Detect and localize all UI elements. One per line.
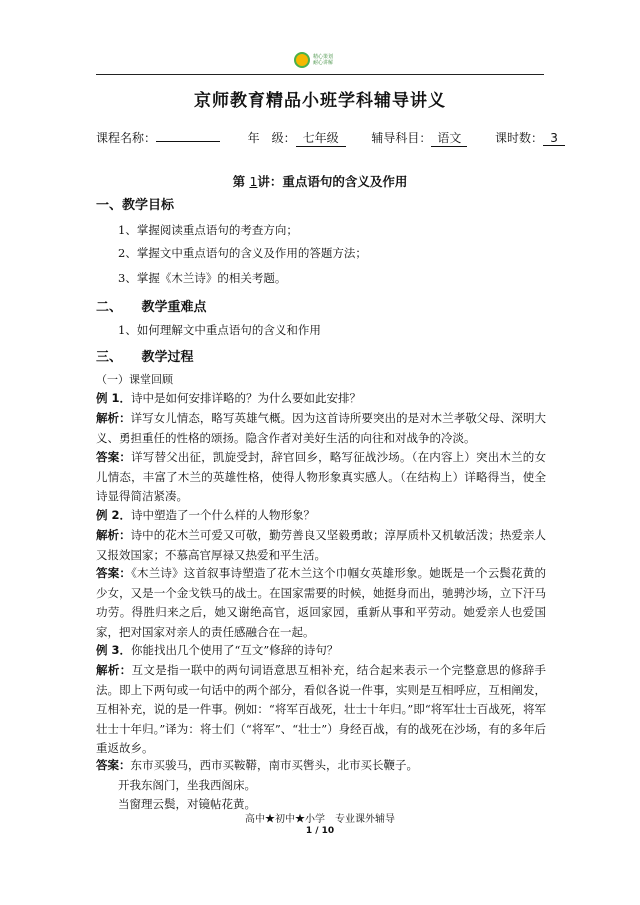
example-1-answer bbox=[96, 448, 546, 507]
grade-value: 七年级 bbox=[296, 129, 346, 147]
example-2-question bbox=[96, 506, 546, 526]
header-divider bbox=[96, 74, 544, 75]
section-heading-goals: 一、教学目标 bbox=[96, 198, 175, 213]
analysis-text: 互文是指一联中的两句词语意思互相补充，结合起来表示一个完整意思的修辞手法。即上下两句或一句话中的两个部分，看似各说一件事，实则是互相呼应，互相阐发，互相补充，说的是一件事。例如：“将军百战死，壮士十年归。”即“将军壮士百战死，将军壮士十年归。”译为：将士们（“将军”、“壮士”）身经百战，有的战死在沙场，有的多年后重返故乡。 bbox=[96, 663, 547, 755]
logo-emblem-icon bbox=[294, 52, 310, 68]
example-3-answer bbox=[96, 756, 546, 776]
example-3-analysis bbox=[96, 661, 546, 759]
hours-value: 3 bbox=[543, 131, 565, 146]
analysis-text: 详写女儿情态，略写英雄气概。因为这首诗所要突出的是对木兰孝敬父母、深明大义、勇担重任的性格的颂扬。隐含作者对美好生活的向往和对战争的冷淡。 bbox=[96, 411, 547, 445]
poem-line: 开我东阁门，坐我西阁床。 bbox=[118, 778, 256, 792]
question-text: 诗中塑造了一个什么样的人物形象？ bbox=[131, 508, 316, 522]
lecture-prefix: 第 bbox=[232, 174, 250, 189]
example-label: 例 3． bbox=[96, 643, 132, 657]
course-value bbox=[156, 141, 220, 142]
hours-label: 课时数： bbox=[495, 131, 544, 145]
section-heading-key-points: 二、 教学重难点 bbox=[96, 300, 207, 315]
answer-text: 详写替父出征，凯旋受封，辞官回乡，略写征战沙场。（在内容上）突出木兰的女儿情态，丰富了木兰的英雄性格，使得人物形象真实感人。（在结构上）详略得当，使全诗显得简洁紧凑。 bbox=[96, 450, 547, 503]
analysis-label: 解析： bbox=[96, 528, 131, 542]
lecture-number: 1 bbox=[249, 174, 258, 189]
course-info-row bbox=[96, 129, 556, 147]
grade-label: 年 级： bbox=[247, 131, 296, 145]
page-title: 京师教育精品小班学科辅导讲义 bbox=[194, 91, 446, 111]
goal-item: 3、掌握《木兰诗》的相关考题。 bbox=[118, 271, 287, 285]
logo-line: 精心策划 bbox=[313, 54, 334, 60]
example-label: 例 2． bbox=[96, 508, 132, 522]
example-1-question bbox=[96, 389, 546, 409]
question-text: 你能找出几个使用了“互文”修辞的诗句？ bbox=[131, 643, 339, 657]
goal-item: 1、掌握阅读重点语句的考查方向； bbox=[118, 223, 298, 237]
example-2-analysis bbox=[96, 526, 546, 565]
logo bbox=[294, 52, 335, 68]
example-label: 例 1． bbox=[96, 391, 132, 405]
goal-item: 2、掌握文中重点语句的含义及作用的答题方法； bbox=[118, 246, 367, 260]
answer-label: 答案： bbox=[96, 758, 131, 772]
analysis-label: 解析： bbox=[96, 411, 131, 425]
subsection-review: （一）课堂回顾 bbox=[96, 373, 173, 386]
analysis-text: 诗中的花木兰可爱又可敬，勤劳善良又坚毅勇敢；淳厚质朴又机敏活泼；热爱亲人又报效国家；不慕高官厚禄又热爱和平生活。 bbox=[96, 528, 547, 562]
section-heading-process: 三、 教学过程 bbox=[96, 350, 194, 365]
poem-line: 当窗理云鬓，对镜帖花黄。 bbox=[118, 797, 256, 811]
answer-text: 《木兰诗》这首叙事诗塑造了花木兰这个巾帼女英雄形象。她既是一个云鬓花黄的少女，又是一个金戈铁马的战士。在国家需要的时候，她挺身而出，驰骋沙场，立下汗马功劳。得胜归来之后，她又谢绝高官，返回家园，重新从事和平劳动。她爱亲人也爱国家，把对国家对亲人的责任感融合在一起。 bbox=[96, 566, 547, 639]
analysis-label: 解析： bbox=[96, 663, 132, 677]
question-text: 诗中是如何安排详略的？为什么要如此安排？ bbox=[131, 391, 362, 405]
example-1-analysis bbox=[96, 409, 546, 448]
example-2-answer bbox=[96, 564, 546, 642]
page-footer: 高中★初中★小学 专业课外辅导 bbox=[245, 814, 395, 825]
answer-label: 答案： bbox=[96, 450, 132, 464]
course-label: 课程名称： bbox=[96, 131, 157, 145]
answer-label: 答案： bbox=[96, 566, 132, 580]
logo-text bbox=[313, 54, 335, 66]
subject-value: 语文 bbox=[431, 129, 467, 147]
page-number: 1 / 10 bbox=[305, 826, 335, 836]
answer-text: 东市买骏马，西市买鞍鞯，南市买辔头，北市买长鞭子。 bbox=[130, 758, 418, 772]
lecture-heading bbox=[0, 172, 640, 190]
example-3-question bbox=[96, 641, 546, 661]
logo-line: 耐心讲解 bbox=[313, 60, 334, 66]
key-point-item: 1、如何理解文中重点语句的含义和作用 bbox=[118, 323, 321, 337]
lecture-title: 讲：重点语句的含义及作用 bbox=[257, 174, 408, 189]
subject-label: 辅导科目： bbox=[371, 131, 432, 145]
